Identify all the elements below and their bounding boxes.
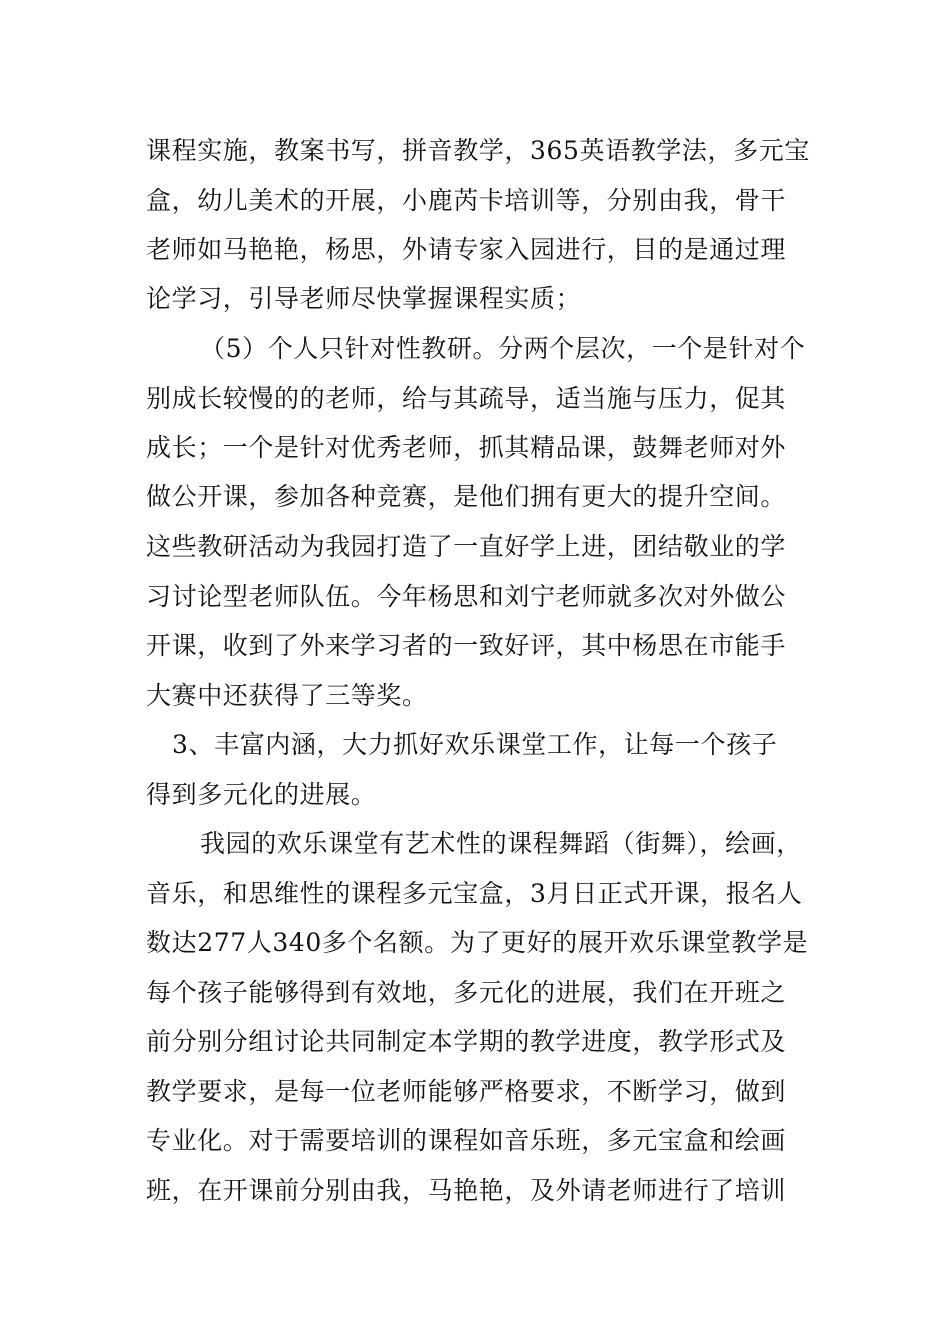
- text-line: 班，在开课前分别由我，马艳艳，及外请老师进行了培训: [146, 1176, 787, 1205]
- text-line: 别成长较慢的的老师，给与其疏导，适当施与压力，促其: [146, 384, 787, 413]
- text-line: 3、丰富内涵，大力抓好欢乐课堂工作，让每一个孩子: [172, 730, 778, 759]
- text-line: 做公开课，参加各种竞赛，是他们拥有更大的提升空间。: [146, 482, 787, 511]
- text-line: 音乐，和思维性的课程多元宝盒，3月日正式开课，报名人: [146, 879, 803, 908]
- text-line: 课程实施，教案书写，拼音教学，365英语教学法，多元宝: [146, 136, 810, 165]
- text-line: 得到多元化的进展。: [146, 780, 377, 809]
- text-line: 每个孩子能够得到有效地，多元化的进展，我们在开班之: [146, 978, 787, 1007]
- text-line: 教学要求，是每一位老师能够严格要求，不断学习，做到: [146, 1077, 787, 1106]
- text-line: 成长；一个是针对优秀老师，抓其精品课，鼓舞老师对外: [146, 433, 787, 462]
- text-line: （5）个人只针对性教研。分两个层次，一个是针对个: [200, 334, 806, 363]
- text-line: 论学习，引导老师尽快掌握课程实质；: [146, 284, 582, 313]
- text-line: 前分别分组讨论共同制定本学期的教学进度，教学形式及: [146, 1027, 787, 1056]
- text-line: 数达277人340多个名额。为了更好的展开欢乐课堂教学是: [146, 928, 809, 957]
- text-line: 大赛中还获得了三等奖。: [146, 681, 428, 710]
- text-line: 盒，幼儿美术的开展，小鹿芮卡培训等，分别由我，骨干: [146, 186, 787, 215]
- text-line: 这些教研活动为我园打造了一直好学上进，团结敬业的学: [146, 532, 787, 561]
- text-line: 开课，收到了外来学习者的一致好评，其中杨思在市能手: [146, 631, 787, 660]
- text-line: 习讨论型老师队伍。今年杨思和刘宁老师就多次对外做公: [146, 582, 787, 611]
- text-line: 专业化。对于需要培训的课程如音乐班，多元宝盒和绘画: [146, 1126, 787, 1155]
- text-line: 我园的欢乐课堂有艺术性的课程舞蹈（街舞），绘画，: [200, 829, 802, 858]
- text-line: 老师如马艳艳，杨思，外请专家入园进行，目的是通过理: [146, 235, 787, 264]
